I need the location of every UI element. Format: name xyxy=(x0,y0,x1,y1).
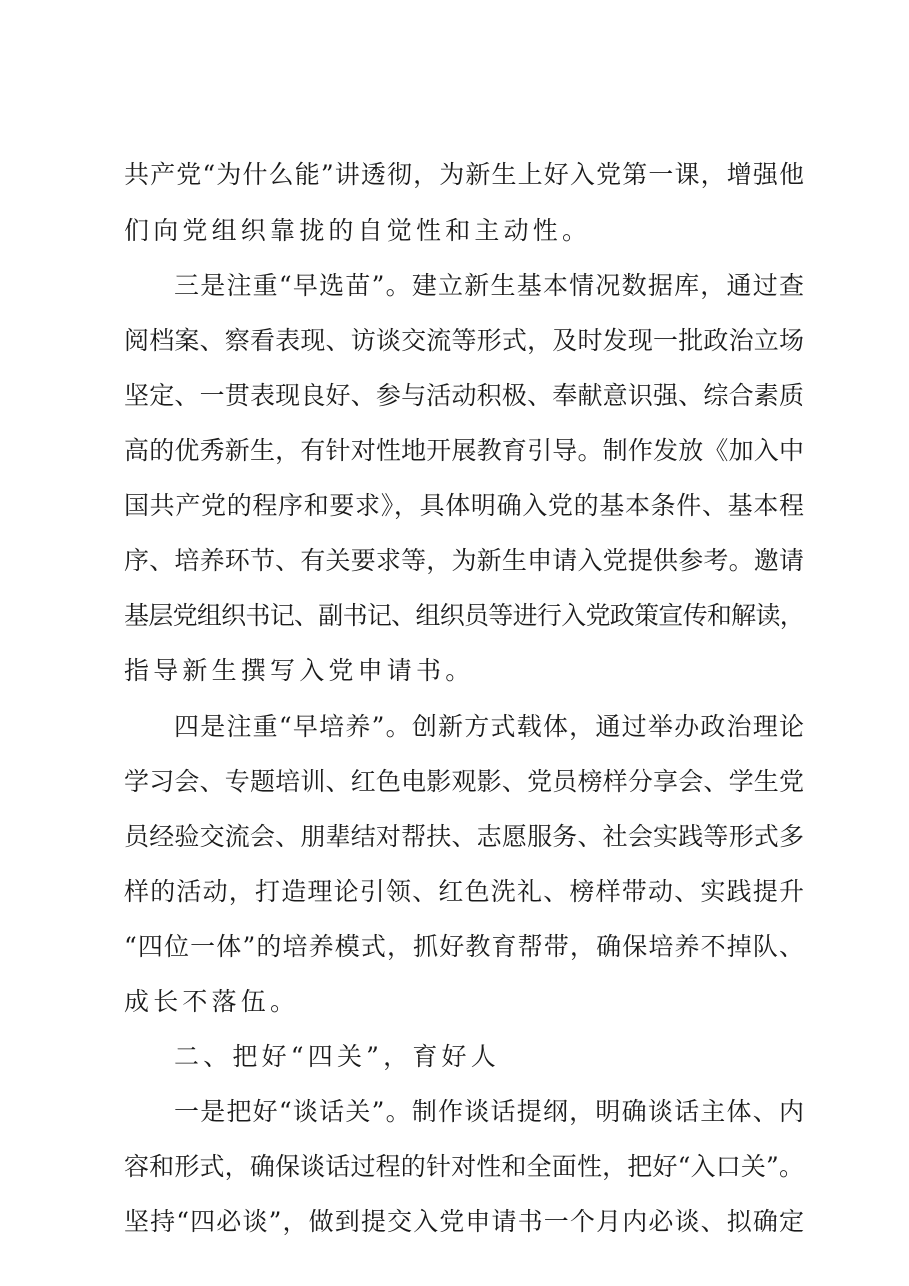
text-line: 共产党“为什么能”讲透彻，为新生上好入党第一课，增强他 xyxy=(124,160,804,189)
text-line: 们向党组织靠拢的自觉性和主动性。 xyxy=(124,216,592,245)
paragraph-first-line: 四是注重“早培养”。创新方式载体，通过举办政治理论 xyxy=(174,712,804,741)
text-line: 容和形式，确保谈话过程的针对性和全面性，把好“入口关”。 xyxy=(124,1152,804,1181)
text-line: 成长不落伍。 xyxy=(124,987,300,1016)
text-line: 指导新生撰写入党申请书。 xyxy=(124,656,475,685)
text-line: 坚定、一贯表现良好、参与活动积极、奉献意识强、综合素质 xyxy=(124,381,804,410)
text-line: 学习会、专题培训、红色电影观影、党员榜样分享会、学生党 xyxy=(124,767,804,796)
paragraph-first-line: 一是把好“谈话关”。制作谈话提纲，明确谈话主体、内 xyxy=(174,1097,804,1126)
text-line: 国共产党的程序和要求》，具体明确入党的基本条件、基本程 xyxy=(124,491,804,520)
text-line: 基层党组织书记、副书记、组织员等进行入党政策宣传和解读， xyxy=(124,601,804,630)
text-line: 高的优秀新生，有针对性地开展教育引导。制作发放《加入中 xyxy=(124,436,804,465)
text-line: “四位一体”的培养模式，抓好教育帮带，确保培养不掉队、 xyxy=(124,932,804,961)
text-line: 员经验交流会、朋辈结对帮扶、志愿服务、社会实践等形式多 xyxy=(124,822,804,851)
section-heading: 二、把好“四关”，育好人 xyxy=(174,1042,500,1071)
text-line: 序、培养环节、有关要求等，为新生申请入党提供参考。邀请 xyxy=(124,546,804,575)
paragraph-first-line: 三是注重“早选苗”。建立新生基本情况数据库，通过查 xyxy=(174,271,804,300)
text-line: 阅档案、察看表现、访谈交流等形式，及时发现一批政治立场 xyxy=(124,326,804,355)
text-line: 样的活动，打造理论引领、红色洗礼、榜样带动、实践提升 xyxy=(124,877,804,906)
text-line: 坚持“四必谈”，做到提交入党申请书一个月内必谈、拟确定 xyxy=(124,1207,804,1236)
